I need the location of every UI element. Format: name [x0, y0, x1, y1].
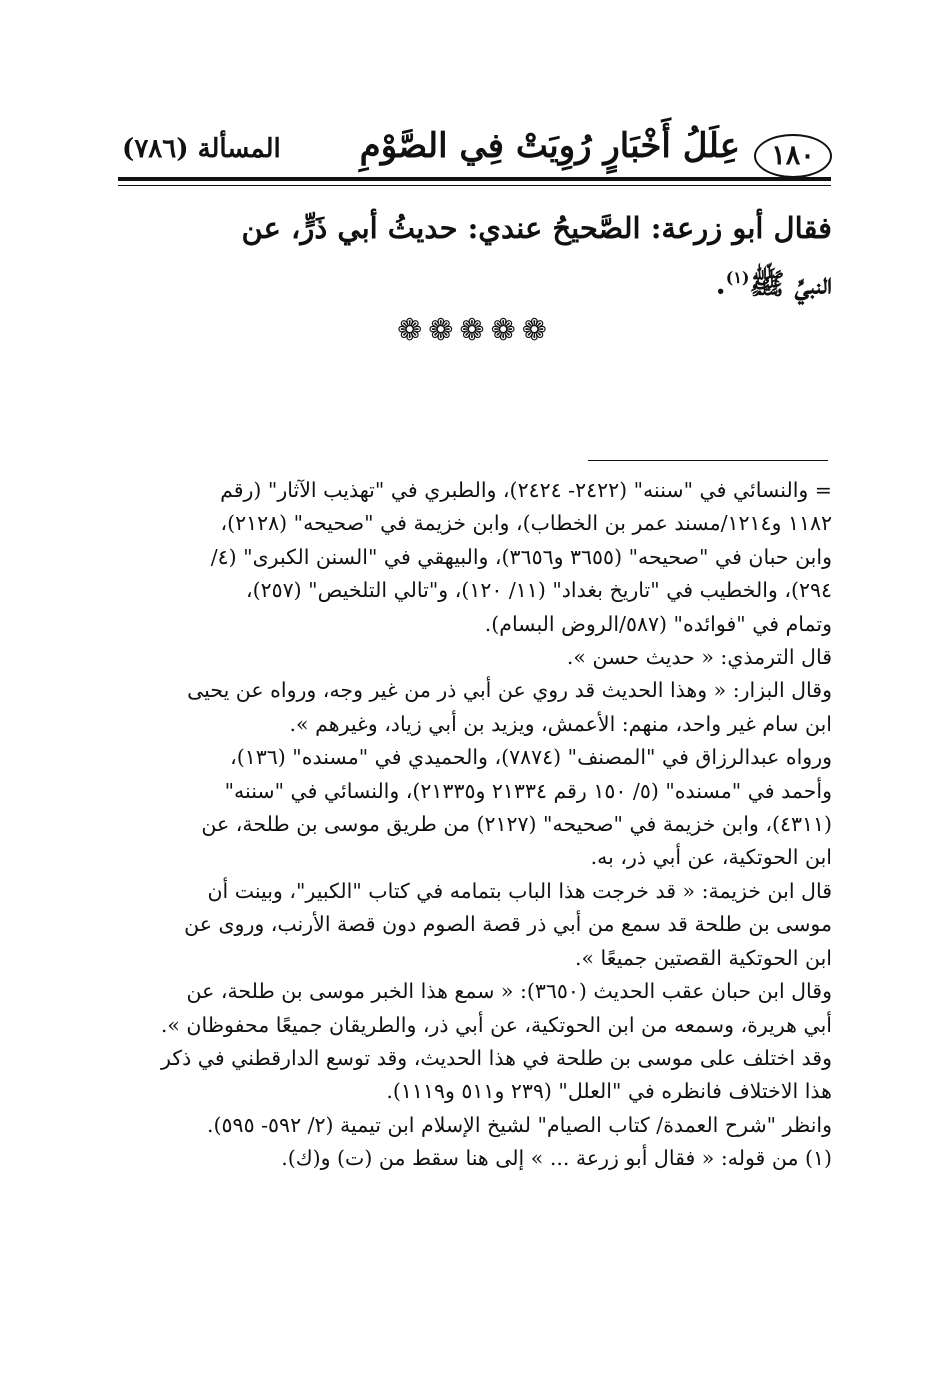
footnote-line: وتمام في "فوائده" (٥٨٧/الروض البسام).: [484, 611, 832, 636]
footnote-line: قال ابن خزيمة: « قد خرجت هذا الباب بتمامه في كتاب "الكبير"، وبينت أن: [207, 878, 832, 903]
main-line-1: فقال أبو زرعة: الصَّحيحُ عندي: حديثُ أبي ذَرٍّ، عن: [241, 211, 832, 245]
footnote-line: (٤٣١١)، وابن خزيمة في "صحيحه" (٢١٢٧) من طريق موسى بن طلحة، عن: [201, 812, 832, 837]
page-header: [110, 120, 832, 180]
footnote-line: ابن سام غير واحد، منهم: الأعمش، ويزيد بن أبي زياد، وغيرهم ».: [289, 711, 832, 736]
footnote-line: ١١٨٢ و١٢١٤/مسند عمر بن الخطاب)، وابن خزيمة في "صحيحه" (٢١٢٨)،: [220, 511, 832, 536]
footnote-line: ابن الحوتكية، عن أبي ذر، به.: [590, 845, 832, 870]
footnotes: [108, 474, 832, 1176]
footnote-line: وقال البزار: « وهذا الحديث قد روي عن أبي ذر من غير وجه، ورواه عن يحيى: [187, 678, 832, 703]
header-rule-thick: [118, 177, 831, 181]
footnote-line: وقال ابن حبان عقب الحديث (٣٦٥٠): « سمع هذا الخبر موسى بن طلحة، عن: [186, 979, 832, 1004]
footnote-line: = والنسائي في "سننه" (٢٤٢٢- ٢٤٢٤)، والطبري في "تهذيب الآثار" (رقم: [220, 478, 832, 502]
footnote-line: وأحمد في "مسنده" (٥/ ١٥٠ رقم ٢١٣٣٤ و٢١٣٣٥)، والنسائي في "سننه": [224, 778, 832, 803]
footnote-separator: [588, 460, 828, 461]
footnote-line: ٢٩٤)، والخطيب في "تاريخ بغداد" (١١/ ١٢٠)، و"تالي التلخيص" (٢٥٧)،: [245, 578, 832, 603]
footnote-line: وانظر "شرح العمدة/ كتاب الصيام" لشيخ الإسلام ابن تيمية (٢/ ٥٩٢- ٥٩٥).: [207, 1112, 832, 1137]
footnote-line: ورواه عبدالرزاق في "المصنف" (٧٨٧٤)، والحميدي في "مسنده" (١٣٦)،: [230, 745, 832, 770]
footnote-line: وقد اختلف على موسى بن طلحة في هذا الحديث، وقد توسع الدارقطني في ذكر: [161, 1045, 832, 1070]
main-line-2-text: النبيِّ ﷺ: [749, 266, 832, 301]
header-rule-thin: [118, 185, 831, 186]
footnote-ref: (١): [725, 268, 750, 287]
main-line-2-end: .: [715, 266, 726, 301]
book-title: عِلَلُ أَخْبَارٍ رُوِيَتْ فِي الصَّوْمِ: [359, 126, 740, 166]
footnote-line: أبي هريرة، وسمعه من ابن الحوتكية، عن أبي ذر، والطريقان جميعًا محفوظان ».: [160, 1012, 832, 1037]
footnote-1: (١) من قوله: « فقال أبو زرعة ... » إلى هنا سقط من (ت) و(ك).: [281, 1146, 832, 1171]
section-divider-ornaments: ❁❁❁❁❁: [397, 313, 553, 348]
footnote-line: وابن حبان في "صحيحه" (٣٦٥٥ و٣٦٥٦)، والبيهقي في "السنن الكبرى" (٤/: [210, 544, 832, 569]
footnote-line: ابن الحوتكية القصتين جميعًا ».: [574, 945, 832, 970]
main-text: [112, 203, 832, 309]
footnote-line: هذا الاختلاف فانظره في "العلل" (٢٣٩ و٥١١ و١١١٩).: [386, 1079, 832, 1104]
footnote-line: موسى بن طلحة قد سمع من أبي ذر قصة الصوم دون قصة الأرنب، وروى عن: [184, 912, 832, 937]
issue-label: المسألة (٧٨٦): [122, 134, 281, 164]
page-number: ١٨٠: [754, 134, 832, 178]
footnote-line: قال الترمذي: « حديث حسن ».: [566, 645, 832, 670]
main-line-2: [112, 253, 832, 309]
